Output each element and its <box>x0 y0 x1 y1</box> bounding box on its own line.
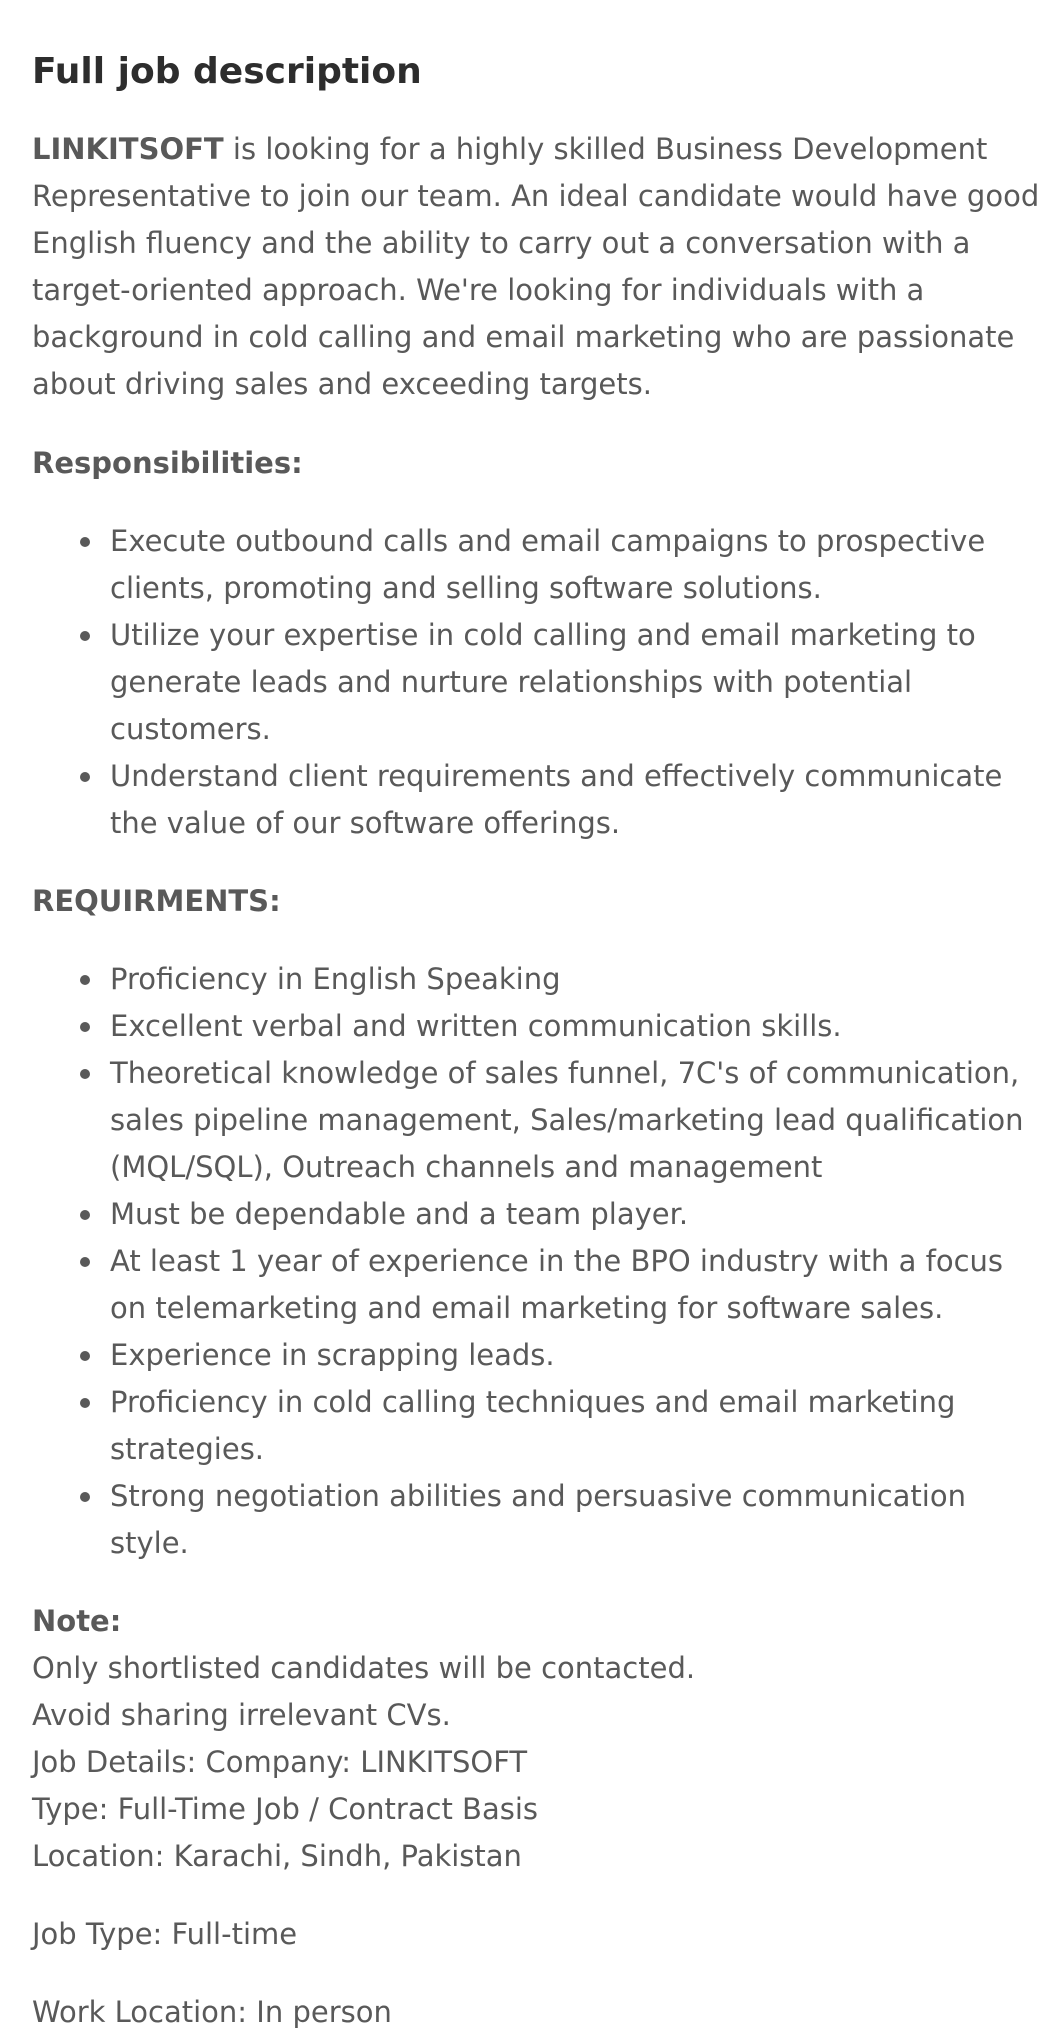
list-item: Must be dependable and a team player. <box>110 1191 1040 1238</box>
note-line: Only shortlisted candidates will be contacted. <box>32 1651 696 1685</box>
responsibilities-list <box>32 518 1040 847</box>
bullet-icon <box>80 975 90 985</box>
work-location: Work Location: In person <box>32 1995 392 2029</box>
note-heading: Note: <box>32 1604 122 1638</box>
page-title: Full job description <box>32 51 422 92</box>
note-block <box>32 1598 1040 1880</box>
job-type: Job Type: Full-time <box>32 1917 298 1951</box>
bullet-icon <box>80 1257 90 1267</box>
list-item: Execute outbound calls and email campaigns to prospective clients, promoting and selling software solutions. <box>110 518 1040 612</box>
note-line: Avoid sharing irrelevant CVs. <box>32 1698 451 1732</box>
bullet-icon <box>80 1210 90 1220</box>
bullet-icon <box>80 1398 90 1408</box>
bullet-icon <box>80 772 90 782</box>
note-line: Type: Full-Time Job / Contract Basis <box>32 1792 538 1826</box>
bullet-icon <box>80 1492 90 1502</box>
bullet-icon <box>80 1022 90 1032</box>
requirements-heading: REQUIRMENTS: <box>32 884 281 918</box>
list-item: Understand client requirements and effectively communicate the value of our software offerings. <box>110 753 1040 847</box>
list-item: At least 1 year of experience in the BPO industry with a focus on telemarketing and email marketing for software sales. <box>110 1238 1040 1332</box>
bullet-icon <box>80 631 90 641</box>
list-item: Strong negotiation abilities and persuasive communication style. <box>110 1473 1040 1567</box>
note-line: Location: Karachi, Sindh, Pakistan <box>32 1839 522 1873</box>
list-item: Experience in scrapping leads. <box>110 1332 1040 1379</box>
intro-paragraph <box>32 126 1040 408</box>
list-item: Proficiency in cold calling techniques and email marketing strategies. <box>110 1379 1040 1473</box>
note-line: Job Details: Company: LINKITSOFT <box>32 1745 528 1779</box>
list-item: Proficiency in English Speaking <box>110 956 1040 1003</box>
company-name: LINKITSOFT <box>32 132 224 166</box>
bullet-icon <box>80 537 90 547</box>
intro-text: is looking for a highly skilled Business Development Representative to join our team. An ideal candidate would have good English fluency and the ability to carry out a conversation with a target-oriented approach. We're looking for individuals with a background in cold calling and email marketing who are passionate about driving sales and exceeding targets. <box>32 132 1040 401</box>
bullet-icon <box>80 1069 90 1079</box>
requirements-list <box>32 956 1040 1567</box>
bullet-icon <box>80 1351 90 1361</box>
list-item: Theoretical knowledge of sales funnel, 7C's of communication, sales pipeline management, Sales/marketing lead qualification (MQL/SQL), Outreach channels and management <box>110 1050 1040 1191</box>
responsibilities-heading: Responsibilities: <box>32 446 303 480</box>
list-item: Excellent verbal and written communication skills. <box>110 1003 1040 1050</box>
list-item: Utilize your expertise in cold calling and email marketing to generate leads and nurture relationships with potential customers. <box>110 612 1040 753</box>
